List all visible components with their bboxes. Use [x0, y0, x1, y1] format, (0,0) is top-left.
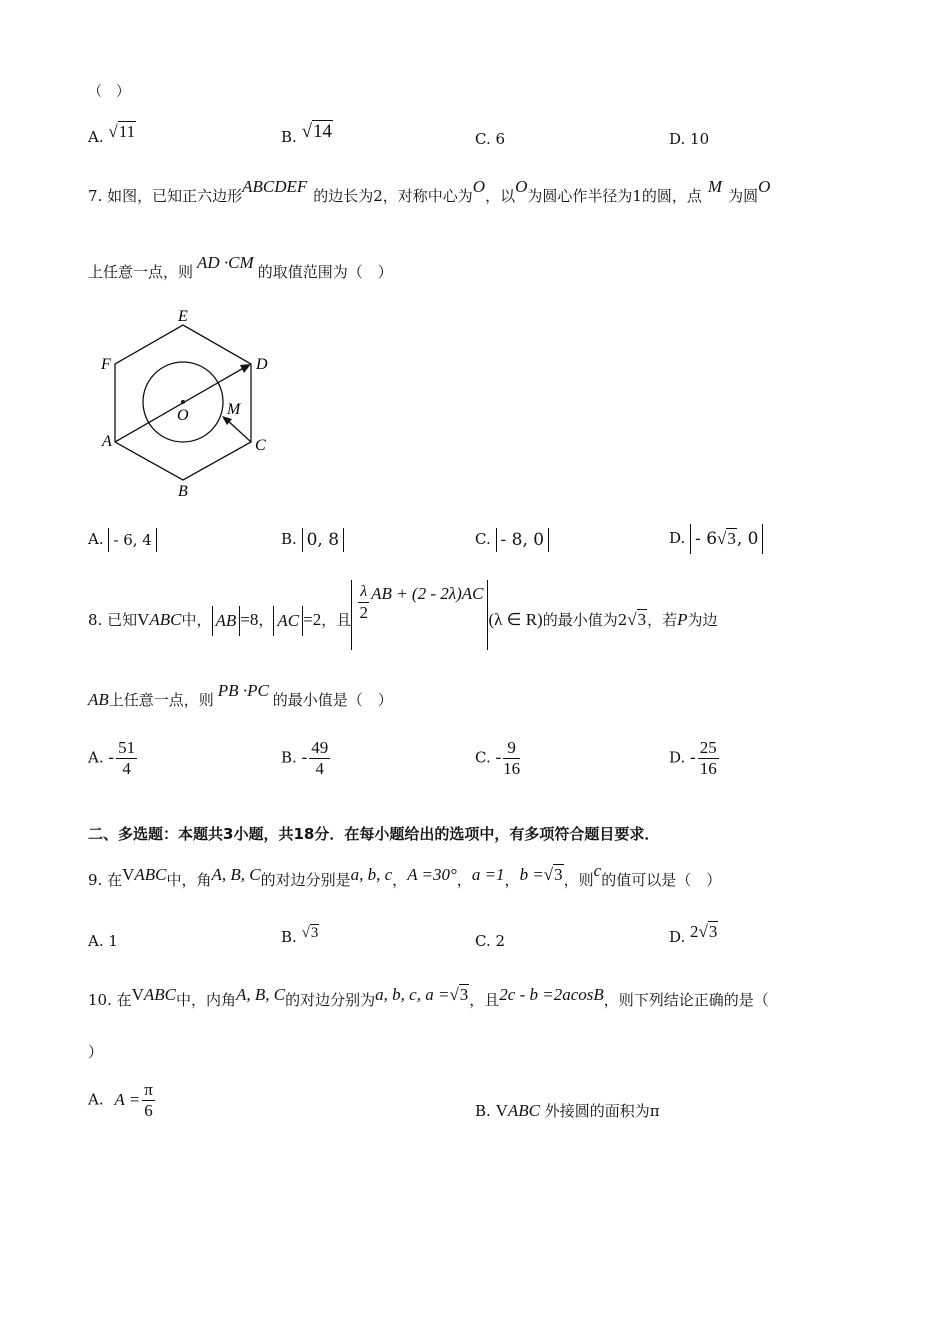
q9-stem: 9. 在VABC中，角A, B, C的对边分别是a, b, c，A =30°，a =1，b =√3，则c的值可以是（ ） [88, 861, 722, 889]
q9-option-d: D. 2√3 [669, 922, 718, 946]
label-d: D [256, 356, 268, 373]
q7-option-d: D. - 6√3, 0 [669, 524, 763, 554]
vector-cm [226, 419, 251, 442]
label-a: A [102, 433, 112, 450]
q8-option-b: B. - $\frac{49}{4}$ [281, 738, 329, 778]
q10-option-b: B. VABC 外接圆的面积为π [475, 1101, 660, 1120]
q10-option-a: A. A = $\frac{\pi}{6}$ [88, 1080, 153, 1120]
label-m: M [227, 401, 241, 418]
label-f: F [101, 356, 111, 373]
label-c: C [255, 437, 266, 454]
label-e: E [178, 308, 188, 325]
q8-option-c: C. - $\frac{9}{16}$ [475, 738, 521, 778]
q10-stem-line2: ） [88, 1043, 104, 1061]
q6-option-c: C. 6 [475, 130, 506, 148]
q8-stem-line1: 8. 已知VABC中， AB =8， AC =2，且 $\frac{\lambda}{2}$ AB + (2 - 2λ)AC(λ ∈ R)的最小值为2√3，若P为边 [88, 586, 718, 656]
q6-option-b: B. √14 [281, 121, 333, 146]
q6-paren: （ ） [88, 84, 130, 100]
q7-stem-line1: 7. 如图，已知正六边形ABCDEF 的边长为2，对称中心为O，以O为圆心作半径为1的圆，点 M 为圆O [88, 177, 771, 205]
q8-option-d: D. - $\frac{25}{16}$ [669, 738, 717, 778]
q6-option-d: D. 10 [669, 130, 710, 148]
label-b: B [178, 483, 188, 500]
section-2-heading: 二、多选题：本题共3小题，共18分．在每小题给出的选项中，有多项符合题目要求． [88, 825, 660, 843]
q9-option-a: A. 1 [88, 932, 118, 950]
q7-stem-line2: 上任意一点，则 AD ·CM 的取值范围为（ ） [88, 253, 393, 281]
q7-option-b: B. 0, 8 [281, 528, 344, 552]
q8-option-a: A. - $\frac{51}{4}$ [88, 738, 136, 778]
hexagon-figure [95, 300, 285, 505]
q7-option-a: A. - 6, 4 [88, 528, 157, 552]
q10-stem-line1: 10. 在VABC中，内角A, B, C的对边分别为a, b, c, a =√3，且2c - b =2acosB，则下列结论正确的是（ [88, 985, 769, 1009]
label-o: O [177, 407, 189, 424]
q7-option-c: C. - 8, 0 [475, 528, 549, 552]
q9-option-c: C. 2 [475, 932, 506, 950]
q6-option-a: A. √11 [88, 122, 136, 146]
q8-stem-line2: AB上任意一点，则 PB ·PC 的最小值是（ ） [88, 681, 393, 709]
q9-option-b: B. √3 [281, 925, 319, 946]
